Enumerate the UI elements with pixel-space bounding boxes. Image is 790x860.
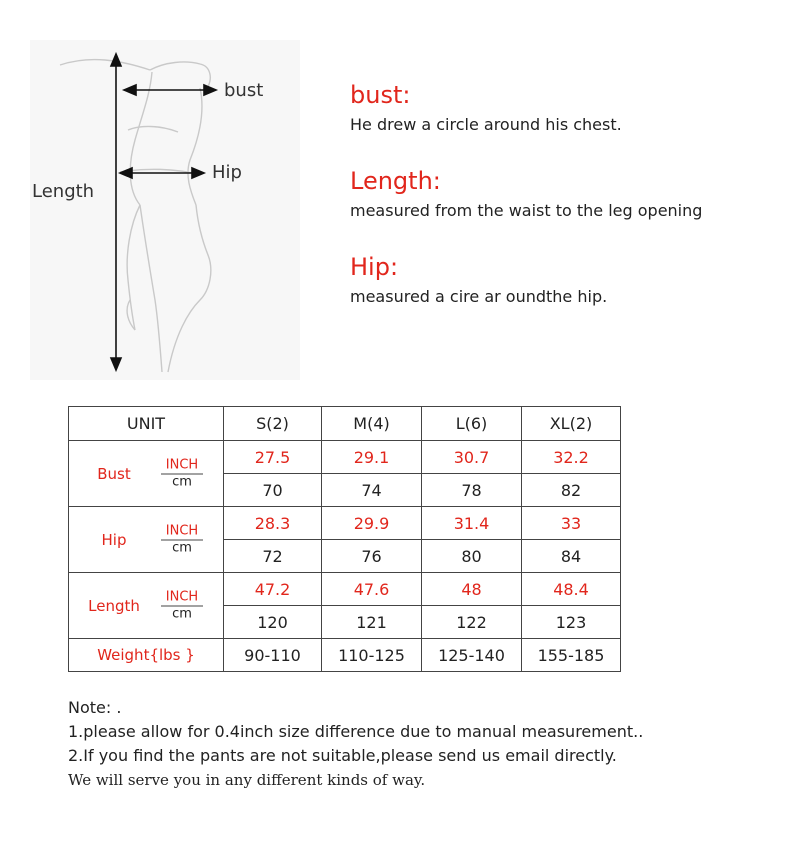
- cell-cm: 120: [224, 606, 322, 639]
- unit-pair: [161, 457, 203, 490]
- table-header-row: [69, 407, 621, 441]
- cell-inch: 29.9: [322, 507, 422, 540]
- table-row: [69, 573, 621, 606]
- definition-term: bust:: [350, 81, 411, 109]
- notes-title: Note: .: [68, 698, 122, 717]
- notes-section: [68, 696, 768, 792]
- row-head-length: [69, 573, 224, 639]
- figure-label-hip: Hip: [212, 162, 242, 183]
- row-head-bust: [69, 441, 224, 507]
- cell-cm: 80: [422, 540, 522, 573]
- size-chart-table: [68, 406, 621, 672]
- cell-weight: 90-110: [224, 639, 322, 672]
- unit-pair: [161, 589, 203, 622]
- note-line-3: We will serve you in any different kinds of way.: [68, 771, 426, 789]
- cell-weight: 155-185: [522, 639, 621, 672]
- definition-text: measured a cire ar oundthe hip.: [350, 287, 608, 306]
- cell-inch: 32.2: [522, 441, 621, 474]
- cell-weight: 110-125: [322, 639, 422, 672]
- definition-term: Hip:: [350, 253, 399, 281]
- cell-inch: 33: [522, 507, 621, 540]
- cell-inch: 47.2: [224, 573, 322, 606]
- row-label-weight: Weight{lbs }: [69, 639, 224, 672]
- definition-text: He drew a circle around his chest.: [350, 115, 622, 134]
- figure-label-bust: bust: [224, 80, 264, 101]
- header-size-xl: XL(2): [522, 407, 621, 441]
- cell-cm: 121: [322, 606, 422, 639]
- cell-cm: 82: [522, 474, 621, 507]
- cell-cm: 123: [522, 606, 621, 639]
- cell-inch: 31.4: [422, 507, 522, 540]
- cell-inch: 48.4: [522, 573, 621, 606]
- cell-weight: 125-140: [422, 639, 522, 672]
- cell-inch: 47.6: [322, 573, 422, 606]
- note-line-1: 1.please allow for 0.4inch size difference due to manual measurement..: [68, 722, 644, 741]
- definition-text: measured from the waist to the leg opening: [350, 201, 703, 220]
- definition-term: Length:: [350, 167, 441, 195]
- table-row: [69, 441, 621, 474]
- unit-inch: INCH: [161, 523, 203, 540]
- cell-inch: 48: [422, 573, 522, 606]
- header-size-l: L(6): [422, 407, 522, 441]
- table-row: [69, 507, 621, 540]
- cell-inch: 28.3: [224, 507, 322, 540]
- cell-inch: 27.5: [224, 441, 322, 474]
- cell-inch: 30.7: [422, 441, 522, 474]
- unit-pair: [161, 523, 203, 556]
- unit-cm: cm: [172, 540, 192, 555]
- row-label-bust: Bust: [97, 464, 131, 483]
- unit-cm: cm: [172, 474, 192, 489]
- cell-cm: 76: [322, 540, 422, 573]
- unit-inch: INCH: [161, 457, 203, 474]
- definition-bust: [350, 80, 780, 136]
- cell-cm: 72: [224, 540, 322, 573]
- row-label-length: Length: [88, 596, 140, 615]
- definition-hip: [350, 252, 780, 308]
- row-head-hip: [69, 507, 224, 573]
- measurement-definitions: [350, 80, 780, 308]
- unit-inch: INCH: [161, 589, 203, 606]
- cell-cm: 70: [224, 474, 322, 507]
- header-size-m: M(4): [322, 407, 422, 441]
- definition-length: [350, 166, 780, 222]
- measurement-figure: [0, 0, 330, 390]
- unit-cm: cm: [172, 606, 192, 621]
- note-line-2: 2.If you find the pants are not suitable,please send us email directly.: [68, 746, 617, 765]
- cell-inch: 29.1: [322, 441, 422, 474]
- header-size-s: S(2): [224, 407, 322, 441]
- table-row: [69, 639, 621, 672]
- cell-cm: 78: [422, 474, 522, 507]
- row-label-hip: Hip: [101, 530, 127, 549]
- cell-cm: 122: [422, 606, 522, 639]
- header-unit: UNIT: [69, 407, 224, 441]
- cell-cm: 74: [322, 474, 422, 507]
- cell-cm: 84: [522, 540, 621, 573]
- figure-label-length: Length: [32, 181, 95, 202]
